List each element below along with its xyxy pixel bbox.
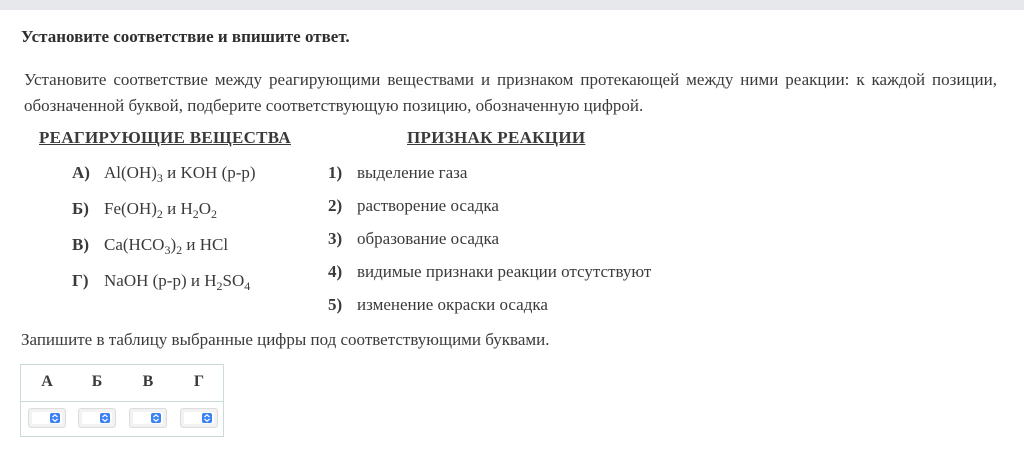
select-field [133,412,163,424]
reactant-label: В) [72,235,89,254]
answer-cell-a [22,403,72,435]
sign-label: 1) [328,163,343,182]
select-arrows-icon [202,413,212,423]
reactant-text: $Fe(OH)_2$ и $H_2O_2$ [104,199,218,221]
reactant-text: $Al(OH)_3$ и KOH (р-р) [104,163,256,185]
sign-label: 5) [328,295,343,314]
select-arrows-icon [151,413,161,423]
answer-select-g[interactable] [180,408,218,428]
sign-text: выделение газа [357,163,468,182]
signs-column-title: ПРИЗНАК РЕАКЦИИ [407,128,586,147]
answer-cell-v [123,403,173,435]
sign-label: 3) [328,229,343,248]
reactant-text: NaOH (р-р) и $H_2SO_4$ [104,271,251,293]
task-text: Установите соответствие между реагирующими веществами и признаком протекающей между ними реакции: к каждой позиции, обозначенной буквой, подберите соответствующую позицию, обозначенную цифрой. [24,70,997,115]
answer-table-header [21,365,223,402]
answer-select-a[interactable] [28,408,66,428]
reactant-label: А) [72,163,90,182]
answer-header-a: А [41,373,53,390]
answer-cell-b [72,403,122,435]
answer-header-v: В [142,373,154,390]
select-arrows-icon [50,413,60,423]
select-field [184,412,214,424]
top-bar [0,0,1024,10]
select-field [82,412,112,424]
answer-cell-g [174,403,224,435]
reactant-label: Г) [72,271,89,290]
answer-select-b[interactable] [78,408,116,428]
reactant-label: Б) [72,199,89,218]
select-arrows-icon [100,413,110,423]
sign-text: изменение окраски осадка [357,295,548,314]
answer-header-g: Г [193,373,205,390]
reactants-column-title: РЕАГИРУЮЩИЕ ВЕЩЕСТВА [39,128,291,147]
sign-text: растворение осадка [357,196,499,215]
task-heading: Установите соответствие и впишите ответ. [21,27,350,46]
sign-text: образование осадка [357,229,500,248]
sign-label: 4) [328,262,343,281]
instruction-text: Запишите в таблицу выбранные цифры под соответствующими буквами. [21,330,550,349]
answer-select-v[interactable] [129,408,167,428]
sign-label: 2) [328,196,343,215]
select-field [32,412,62,424]
answer-table [20,364,224,437]
reactant-text: $Ca(HCO_3)_2$ и HCl [104,235,229,257]
sign-text: видимые признаки реакции отсутствуют [357,262,652,281]
answer-header-b: Б [91,373,103,390]
